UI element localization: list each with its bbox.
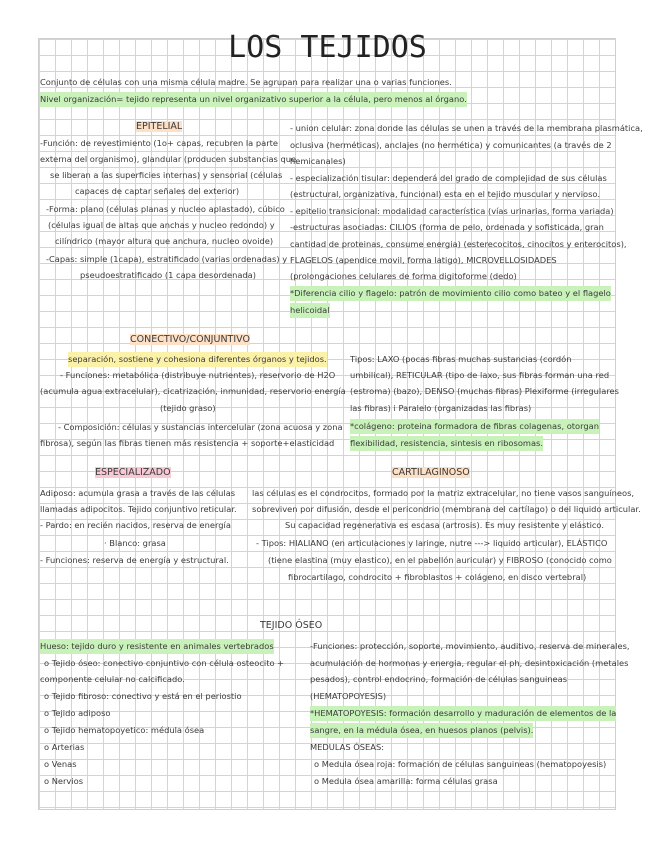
- oseo-left-1: Hueso: tejido duro y resistente en animales vertebrados: [40, 639, 274, 654]
- oseo-left-9: o Nervios: [44, 776, 84, 786]
- conectivo-right-5: *colágeno: proteina formadora de fibras colagenas, otorgan: [350, 419, 599, 434]
- conectivo-right-4: las fibras) i Paralelo (organizadas las fibras): [350, 403, 532, 413]
- conectivo-heading: CONECTIVO/CONJUNTIVO: [130, 334, 250, 345]
- epitelial-left-9: pseudoestratificado (1 capa desordenada): [80, 270, 257, 280]
- conectivo-left-1: separación, sostiene y cohesiona diferentes órganos y tejidos.: [68, 352, 327, 367]
- oseo-left-2: o Tejido óseo: conectivo conjuntivo con célula osteocito +: [44, 658, 285, 668]
- oseo-right-3: pesados), control endocrino, formación de células sanguineas: [310, 674, 568, 684]
- especializado-line-4: · Blanco: grasa: [104, 538, 166, 548]
- especializado-line-3: - Pardo: en recién nacidos, reserva de energía: [40, 520, 231, 530]
- epitelial-left-6: (células igual de altas que anchas y nucleo redondo) y: [48, 220, 275, 230]
- epitelial-left-5: -Forma: plano (células planas y nucleo aplastado), cúbico: [46, 204, 285, 214]
- conectivo-left-5: - Composición: células y sustancias intercelular (zona acuosa y zona: [58, 422, 343, 432]
- conectivo-right-1: Tipos: LAXO (pocas fibras muchas sustancias (cordón: [350, 354, 572, 364]
- epitelial-left-1: -Función: de revestimiento (1o+ capas, recubren la parte: [40, 138, 278, 148]
- epitelial-right-5: (estructural, organizativa, funcional) esta en el tejido muscular y nervioso.: [290, 189, 600, 199]
- cartilaginoso-line-4: - Tipos: HIALIANO (en articulaciones y laringe, nutre ---> liquido articular), ELÁSTICO: [256, 538, 608, 548]
- epitelial-right-8: cantidad de proteinas, consume energia) (esterecocitos, cinocitos y enterocitos),: [290, 239, 627, 249]
- epitelial-left-8: -Capas: simple (1capa), estratificado (varias ordenadas) y: [46, 254, 288, 264]
- oseo-right-1: -Funciones: protección, soporte, movimiento, auditivo, reserva de minerales,: [310, 641, 630, 651]
- conectivo-left-3: (acumula agua extracelular), cicatrización, inmunidad, reservorio energía: [40, 386, 346, 396]
- epitelial-right-7: -estructuras asociadas: CILIOS (forma de pelo, ordenada y sofisticada, gran: [290, 222, 604, 232]
- oseo-left-8: o Venas: [44, 759, 77, 769]
- cartilaginoso-line-6: fibrocartilago, condrocito + fibroblastos + colágeno, en disco vertebral): [288, 572, 587, 582]
- oseo-heading: TEJIDO ÓSEO: [260, 620, 323, 631]
- oseo-left-5: o Tejido adiposo: [44, 708, 111, 718]
- oseo-left-4: o Tejido fibroso: conectivo y está en el periostio: [44, 691, 242, 701]
- oseo-left-6: o Tejido hematopoyetico: médula ósea: [44, 725, 205, 735]
- epitelial-right-10: (prolongaciones celulares de forma digitoforme (dedo): [290, 271, 517, 281]
- intro-line-2: Nivel organización= tejido representa un nivel organizativo superior a la célula, pero menos al órgano.: [40, 92, 467, 107]
- epitelial-right-2: oclusiva (herméticas), anclajes (no hermética) y comunicantes (a través de 2: [290, 140, 612, 150]
- conectivo-left-6: fibrosa), según las fibras tienen más resistencia + soporte+elasticidad: [40, 438, 335, 448]
- epitelial-right-9: FLAGELOS (apendice movil, forma latigo), MICROVELLOSIDADES: [290, 255, 557, 265]
- cartilaginoso-line-1: las células es el condrocitos, formado por la matriz extracelular, no tiene vasos sanguíneos,: [252, 488, 635, 498]
- oseo-right-6: sangre, en la médula ósea, en huesos planos (pelvis).: [310, 723, 533, 738]
- conectivo-right-2: umbilical), RETICULAR (tipo de laxo, sus fibras forman una red: [350, 370, 610, 380]
- cartilaginoso-line-2: sobreviven por difusión, desde el pericondrio (membrana del cartílago) o del liquido articular.: [252, 504, 641, 514]
- epitelial-left-2: externa del organismo), glandular (producen substancias que: [40, 154, 297, 164]
- cartilaginoso-line-5: (tiene elastina (muy elastico), en el pabellón auricular) y FIBROSO (conocido como: [268, 555, 612, 565]
- intro-line-1: Conjunto de células con una misma célula madre. Se agrupan para realizar una o varias funciones.: [40, 77, 452, 87]
- especializado-line-1: Adiposo: acumula grasa a través de las células: [40, 488, 236, 498]
- especializado-line-2: llamadas adipocitos. Tejido conjuntivo reticular.: [40, 504, 237, 514]
- epitelial-heading: EPITELIAL: [136, 121, 183, 132]
- epitelial-right-1: - union celular: zona donde las células se unen a través de la membrana plasmática,: [290, 123, 643, 133]
- epitelial-left-4: capaces de captar señales del exterior): [75, 186, 240, 196]
- conectivo-right-6: flexibilidad, resistencia, sintesis en ribosomas.: [350, 436, 543, 451]
- epitelial-left-3: se liberan a las superficies internas) y sensorial (células: [50, 170, 283, 180]
- page-title: LOS TEJIDOS: [228, 30, 427, 65]
- conectivo-left-2: - Funciones: metabólica (distribuye nutrientes), reservorio de H2O: [60, 370, 336, 380]
- oseo-right-7: MEDULAS ÓSEAS:: [310, 742, 385, 752]
- conectivo-left-4: (tejido graso): [160, 403, 216, 413]
- epitelial-right-3: hemicanales): [290, 156, 346, 166]
- oseo-right-4: (HEMATOPOYESIS): [310, 691, 387, 701]
- oseo-right-2: acumulación de hormonas y energia, regular el ph, desintoxicación (metales: [310, 658, 629, 668]
- epitelial-right-4: - especialización tisular: dependerá del grado de complejidad de sus células: [290, 173, 607, 183]
- epitelial-right-12: helicoidal: [290, 303, 330, 318]
- oseo-left-7: o Arterias: [44, 742, 85, 752]
- oseo-left-3: componente celular no calcificado.: [40, 674, 185, 684]
- cartilaginoso-heading: CARTILAGINOSO: [392, 467, 470, 478]
- epitelial-left-7: cilíndrico (mayor altura que anchura, nucleo ovoide): [55, 236, 274, 246]
- oseo-right-8: o Medula ósea roja: formación de células sanguineas (hematopoyesis): [314, 759, 607, 769]
- especializado-line-5: - Funciones: reserva de energía y estructural.: [40, 555, 229, 565]
- oseo-right-9: o Medula ósea amarilla: forma células grasa: [314, 776, 498, 786]
- cartilaginoso-line-3: Su capacidad regenerativa es escasa (artrosis). Es muy resistente y elástico.: [285, 520, 605, 530]
- epitelial-right-6: - epitelio transicional: modalidad característica (vías urinarias, forma variada): [290, 206, 614, 216]
- especializado-heading: ESPECIALIZADO: [95, 467, 171, 478]
- epitelial-right-11: *Diferencia cilio y flagelo: patrón de movimiento cilio como bateo y el flagelo: [290, 286, 611, 301]
- oseo-right-5: *HEMATOPOYESIS: formación desarrollo y maduración de elementos de la: [310, 706, 616, 721]
- conectivo-right-3: (estroma) (bazo), DENSO (muchas fibras) Plexiforme (irregulares: [350, 386, 619, 396]
